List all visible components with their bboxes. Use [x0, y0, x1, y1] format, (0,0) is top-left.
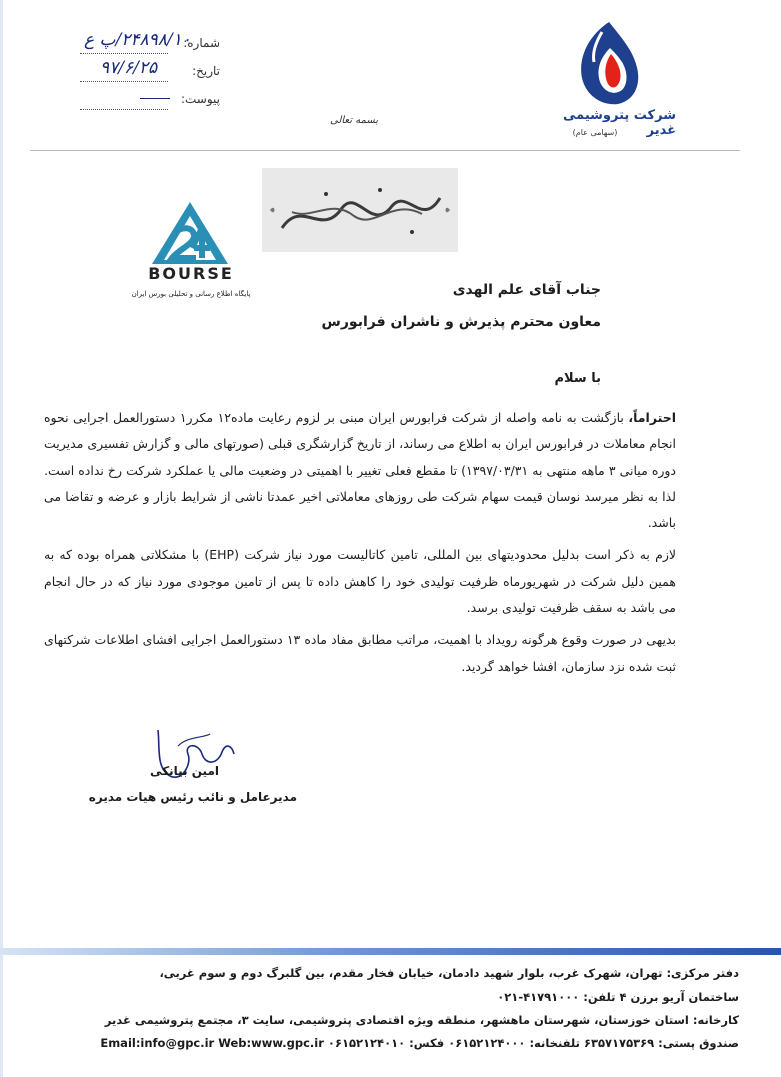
- signer-title: مدیرعامل و نائب رئیس هیات مدیره: [88, 790, 297, 804]
- addressee-title: معاون محترم پذیرش و ناشران فرابورس: [321, 314, 601, 330]
- company-subtitle: (سهامی عام): [572, 128, 618, 137]
- number-row: [40, 30, 220, 58]
- addressee-name: جناب آقای علم الهدی: [452, 282, 601, 298]
- paragraph-1-text: بازگشت به نامه واصله از شرکت فرابورس ایران مبنی بر لزوم رعایت ماده۱۲ مکرر۱ دستورالعمل اجرایی نحوه انجام معاملات در فرابورس ایران به اطلاع می رساند، از تاریخ گزارشگری قبلی (صورتهای مالی و گزارش تفسیری مدیریت دوره میانی ۳ ماهه منتهی به ۱۳۹۷/۰۳/۳۱) تا مقطع فعلی تغییر با اهمیتی در وضعیت مالی یا عملکرد شرکت رخ نداده است. لذا به نظر میرسد نوسان قیمت سهام شرکت طی روزهای معاملاتی اخیر عمدتا ناشی از شرایط بازار و عرضه و تقاضا می باشد.: [44, 410, 677, 531]
- company-name: شرکت پتروشیمی غدیر: [562, 108, 676, 138]
- paragraph-3: بدیهی در صورت وقوع هرگونه رویداد با اهمیت، مراتب مطابق مفاد ماده ۱۳ دستورالعمل اجرایی افشای اطلاعات شرکتهای ثبت شده نزد سازمان، افشا خواهد گردید.: [44, 632, 676, 674]
- date-row: [40, 58, 220, 86]
- signer-name: امین بیانکی: [150, 764, 219, 778]
- attachment-label: پیوست:: [180, 92, 220, 106]
- footer-address-2: ساختمان آریو برزن ۴ تلفن: ۴۱۷۹۱۰۰۰-۰۲۱: [497, 990, 739, 1004]
- paragraph-1: [44, 405, 676, 536]
- paragraph-2: لازم به ذکر است بدلیل محدودیتهای بین المللی، تامین کاتالیست مورد نیاز شرکت (EHP) با مشکلاتی همراه بوده که به همین دلیل شرکت در شهریورماه ظرفیت تولیدی خود را کاهش داده تا پس از تامین موجودی مورد نیاز که در حال انجام می باشد به سقف ظرفیت تولیدی برسد.: [44, 547, 677, 616]
- attachment-row: [40, 92, 220, 114]
- besmeh-text: بسمه تعالی: [330, 115, 379, 126]
- footer-contact: صندوق پستی: ۶۳۵۷۱۷۵۳۶۹ تلفنخانه: ۰۶۱۵۲۱۲۴۰۰۰ فکس: ۰۶۱۵۲۱۲۴۰۱۰ Email:info@gpc.ir Web:www.gpc.ir: [100, 1036, 739, 1050]
- footer-factory: کارخانه: استان خوزستان، شهرستان ماهشهر، منطقه ویژه اقتصادی پتروشیمی، سایت ۳، مجتمع پتروشیمی غدیر: [104, 1013, 739, 1027]
- paragraph-1-lead: احتراماً،: [628, 410, 676, 425]
- salutation: با سلام: [554, 371, 601, 386]
- date-label: تاریخ:: [192, 64, 220, 78]
- bourse-subtitle: پایگاه اطلاع رسانی و تحلیلی بورس ایران: [131, 290, 251, 298]
- page-edge: [0, 0, 3, 1077]
- footer-address-1: دفتر مرکزی: تهران، شهرک غرب، بلوار شهید دادمان، خیابان فخار مقدم، بین گلبرگ دوم و سوم غربی،: [159, 966, 739, 980]
- number-value: ۲۴۸۹۸/۱۰/پ ع: [84, 30, 191, 50]
- support-stamp: [262, 168, 458, 252]
- calligraphy-stamp-icon: [262, 168, 458, 252]
- date-value: ۹۷/۶/۲۵: [100, 58, 158, 78]
- header-divider: [30, 150, 740, 151]
- number-label: شماره:: [183, 36, 220, 50]
- bourse-wordmark: BOURSE: [148, 264, 234, 283]
- footer-divider: [0, 948, 781, 955]
- ghadir-logo-icon: [574, 18, 644, 108]
- bourse-logo-icon: [150, 200, 230, 266]
- letter-body: [44, 405, 676, 680]
